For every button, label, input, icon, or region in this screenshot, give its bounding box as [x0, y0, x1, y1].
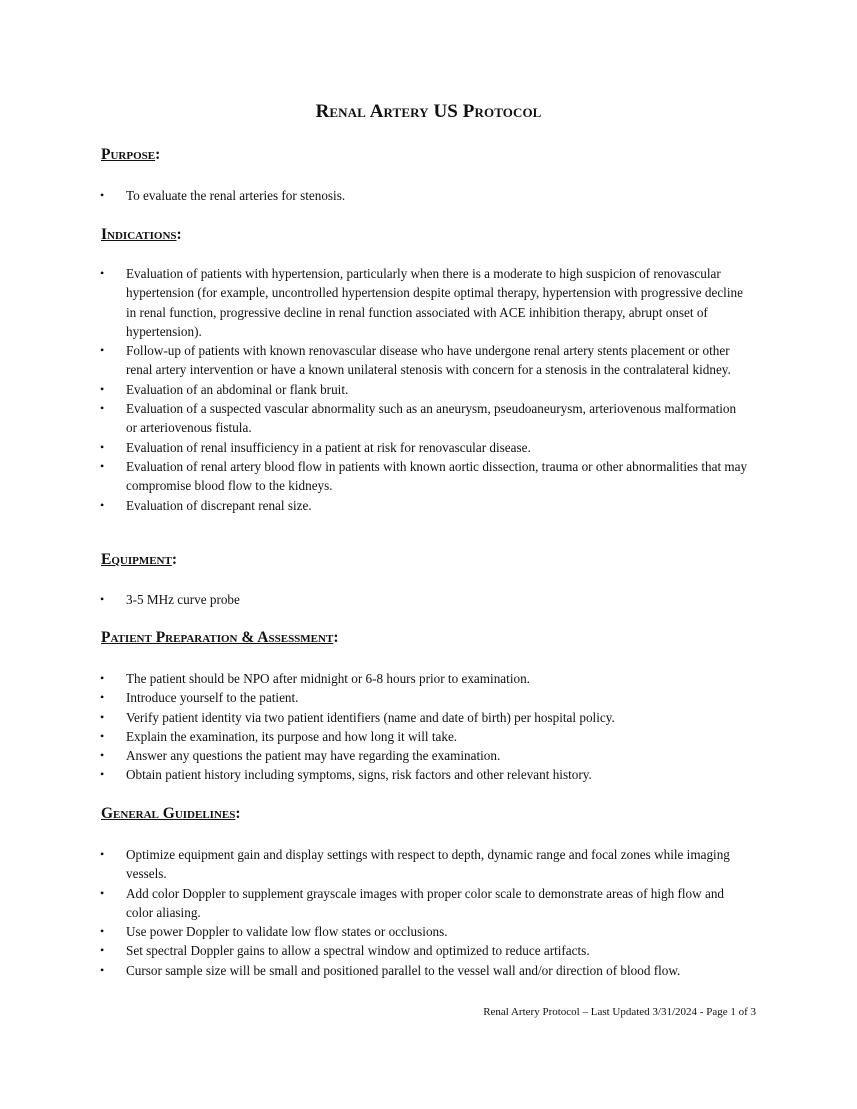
purpose-heading: Purpose: [101, 146, 161, 163]
list-item: • Verify patient identity via two patient identifiers (name and date of birth) per hospital policy. [100, 709, 615, 725]
list-item: • Add color Doppler to supplement grayscale images with proper color scale to demonstrate areas of high flow and color aliasing. [100, 885, 725, 920]
purpose-list [0, 186, 748, 205]
preparation-heading: Patient Preparation & Assessment: [101, 629, 339, 646]
list-item: • Evaluation of patients with hypertension, particularly when there is a moderate to high suspicion of renovascular hypertension (for example, uncontrolled hypertension despite optimal therapy, hypertension with progressive decline in renal function, progressive decline in renal function associated with ACE inhibition therapy, abrupt onset of hypertension). [100, 266, 743, 339]
list-item: • The patient should be NPO after midnight or 6-8 hours prior to examination. [100, 671, 530, 686]
equipment-list [0, 590, 748, 609]
guidelines-list [0, 845, 748, 980]
list-item: • Evaluation of renal artery blood flow in patients with known aortic dissection, trauma or other abnormalities that may compromise blood flow to the kidneys. [100, 458, 748, 494]
list-item: • Evaluation of an abdominal or flank bruit. [100, 381, 349, 397]
indications-heading: Indications: [101, 226, 182, 243]
list-item: • Obtain patient history including symptoms, signs, risk factors and other relevant history. [100, 767, 592, 783]
list-item: • Answer any questions the patient may have regarding the examination. [100, 748, 501, 764]
guidelines-heading: General Guidelines: [101, 805, 241, 822]
indications-list [0, 264, 748, 515]
list-item: • Evaluation of discrepant renal size. [100, 497, 312, 513]
preparation-list [0, 669, 748, 785]
list-item: • Evaluation of renal insufficiency in a patient at risk for renovascular disease. [100, 439, 531, 455]
list-item: • Evaluation of a suspected vascular abnormality such as an aneurysm, pseudoaneurysm, arteriovenous malformation or arteriovenous fistula. [100, 401, 737, 436]
list-item: • Optimize equipment gain and display settings with respect to depth, dynamic range and focal zones while imaging vessels. [100, 847, 730, 882]
list-item: • To evaluate the renal arteries for stenosis. [100, 188, 346, 203]
page-footer: Renal Artery Protocol – Last Updated 3/31/2024 - Page 1 of 3 [483, 1006, 756, 1018]
list-item: • Follow-up of patients with known renovascular disease who have undergone renal artery stents placement or other renal artery intervention or have a known unilateral stenosis with concern for a stenosis in the contralateral kidney. [100, 343, 731, 378]
equipment-heading: Equipment: [101, 551, 178, 568]
list-item: • Set spectral Doppler gains to allow a spectral window and optimized to reduce artifacts. [100, 943, 590, 959]
list-item: • Explain the examination, its purpose and how long it will take. [100, 728, 458, 744]
page-title: Renal Artery US Protocol [315, 101, 542, 122]
list-item: • 3-5 MHz curve probe [100, 592, 240, 607]
list-item: • Introduce yourself to the patient. [100, 690, 299, 706]
list-item: • Use power Doppler to validate low flow states or occlusions. [100, 924, 448, 940]
list-item: • Cursor sample size will be small and positioned parallel to the vessel wall and/or direction of blood flow. [100, 962, 681, 978]
